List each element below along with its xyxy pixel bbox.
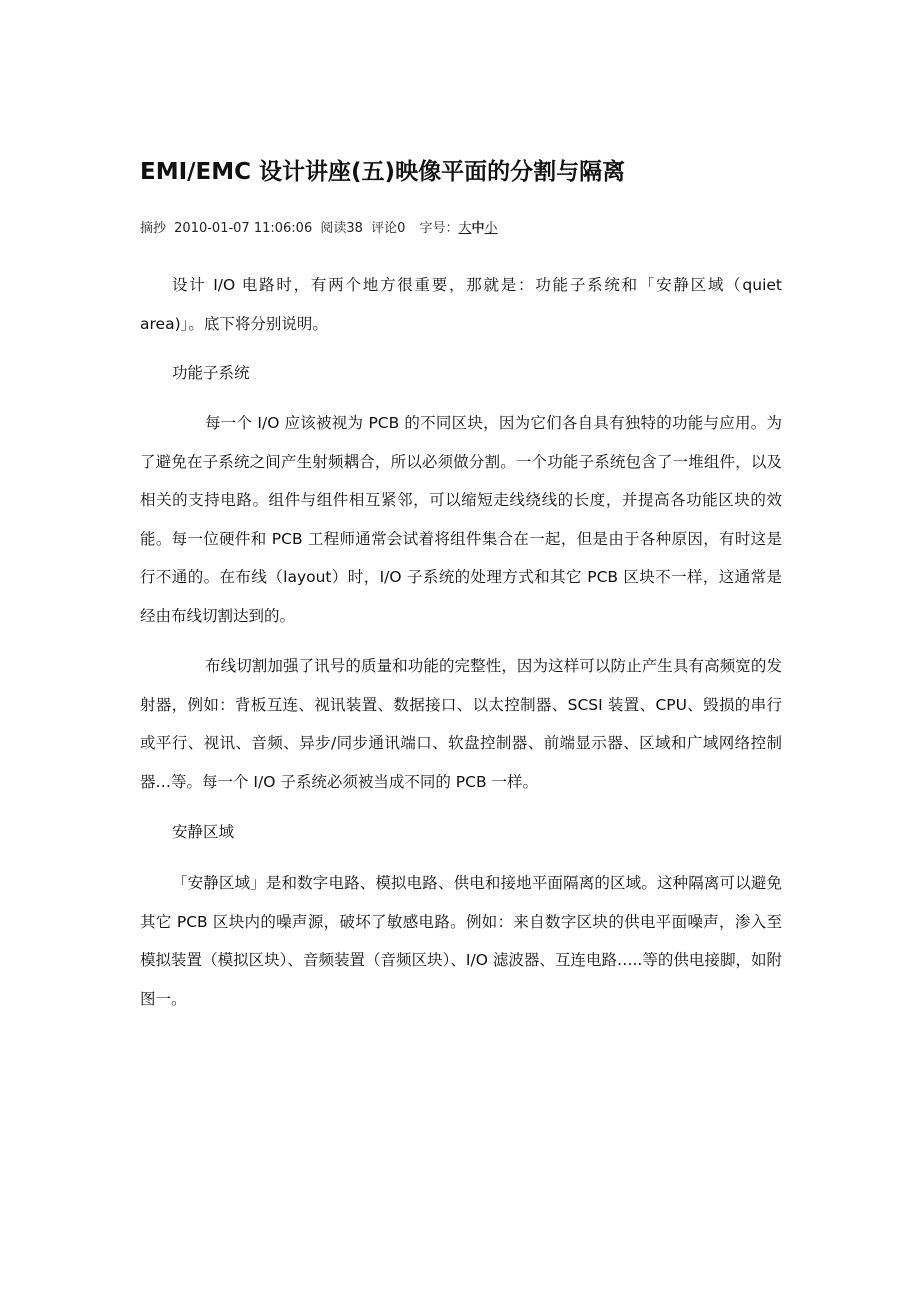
publish-datetime: 2010-01-07 11:06:06 [174,221,313,236]
functional-subsystem-paragraph-2: 布线切割加强了讯号的质量和功能的完整性，因为这样可以防止产生具有高频宽的发射器，例如：背板互连、视讯装置、数据接口、以太控制器、SCSI 装置、CPU、毁损的串行或平行、视讯、音频、异步/同步通讯端口、软盘控制器、前端显示器、区域和广域网络控制器…等。每一个 I/O 子系统必须被当成不同的 PCB 一样。 [140,657,782,791]
read-count: 阅读38 [320,221,363,236]
article-meta [140,218,498,240]
font-size-label: 字号： [419,221,459,236]
section-heading-quiet-area: 安静区域 [172,823,235,841]
font-size-small-link[interactable]: 小 [484,221,498,236]
functional-subsystem-paragraph-1: 每一个 I/O 应该被视为 PCB 的不同区块，因为它们各自具有独特的功能与应用。为了避免在子系统之间产生射频耦合，所以必须做分割。一个功能子系统包含了一堆组件，以及相关的支持电路。组件与组件相互紧邻，可以缩短走线绕线的长度，并提高各功能区块的效能。每一位硬件和 PCB 工程师通常会试着将组件集合在一起，但是由于各种原因，有时这是行不通的。在布线（layout）时，I/O 子系统的处理方式和其它 PCB 区块不一样，这通常是经由布线切割达到的。 [140,414,782,625]
section-heading-functional-subsystem: 功能子系统 [172,364,250,382]
font-size-large-link[interactable]: 大 [458,221,472,236]
article-title: EMI/EMC 设计讲座(五)映像平面的分割与隔离 [140,159,626,185]
quiet-area-paragraph: 「安静区域」是和数字电路、模拟电路、供电和接地平面隔离的区域。这种隔离可以避免其它 PCB 区块内的噪声源，破坏了敏感电路。例如：来自数字区块的供电平面噪声，渗入至模拟装置（模拟区块）、音频装置（音频区块）、I/O 滤波器、互连电路…..等的供电接脚，如附图一。 [140,874,782,1008]
comment-count[interactable]: 评论0 [371,221,406,236]
intro-paragraph: 设计 I/O 电路时，有两个地方很重要，那就是：功能子系统和「安静区域（quiet area)」。底下将分别说明。 [140,276,782,333]
category-label: 摘抄 [140,221,167,236]
font-size-medium-link[interactable]: 中 [471,221,485,236]
